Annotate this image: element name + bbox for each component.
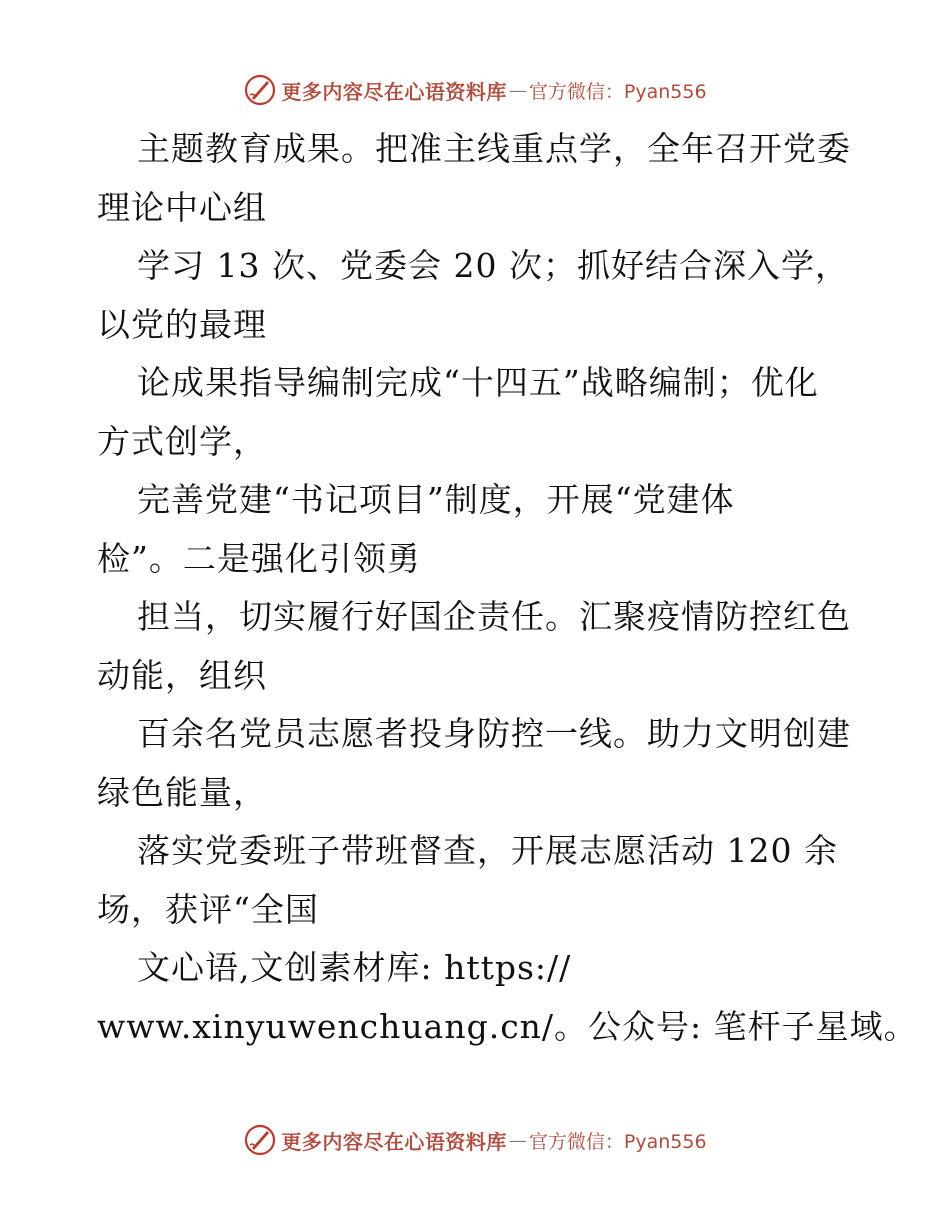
banner-main-text: 更多内容尽在心语资料库 <box>281 1129 507 1154</box>
feather-pen-logo-icon <box>243 1123 277 1157</box>
body-line: 方式创学， <box>97 421 267 461</box>
body-line: 理论中心组 <box>97 187 267 227</box>
body-line: 绿色能量， <box>97 772 267 812</box>
banner-sub-text: 官方微信：Pyan556 <box>528 1130 707 1153</box>
footer-banner <box>0 1120 950 1160</box>
body-line: 文心语,文创素材库: https:// <box>137 948 572 987</box>
banner-dash: — <box>508 1129 527 1151</box>
body-line: 以党的最理 <box>97 304 267 344</box>
banner-sub-text: 官方微信：Pyan556 <box>528 80 707 103</box>
body-line: 担当，切实履行好国企责任。汇聚疫情防控红色 <box>137 597 851 636</box>
body-line: 论成果指导编制完成“十四五”战略编制；优化 <box>137 363 819 402</box>
body-line: 学习 13 次、党委会 20 次；抓好结合深入学， <box>137 246 849 285</box>
body-line: 落实党委班子带班督查，开展志愿活动 120 余 <box>137 831 838 870</box>
banner-dash: — <box>508 79 527 101</box>
body-line: 主题教育成果。把准主线重点学，全年召开党委 <box>137 129 851 168</box>
banner-main-text: 更多内容尽在心语资料库 <box>281 79 507 104</box>
body-line: 完善党建“书记项目”制度，开展“党建体 <box>137 480 735 519</box>
document-body <box>97 120 918 1056</box>
body-line: 检”。二是强化引领勇 <box>97 538 421 578</box>
body-line: 场，获评“全国 <box>97 889 319 929</box>
body-line: 动能，组织 <box>97 655 267 695</box>
feather-pen-logo-icon <box>243 73 277 107</box>
body-line: 百余名党员志愿者投身防控一线。助力文明创建 <box>137 714 851 753</box>
body-line: www.xinyuwenchuang.cn/。公众号: 笔杆子星域。 <box>97 1006 918 1046</box>
header-banner <box>0 70 950 110</box>
